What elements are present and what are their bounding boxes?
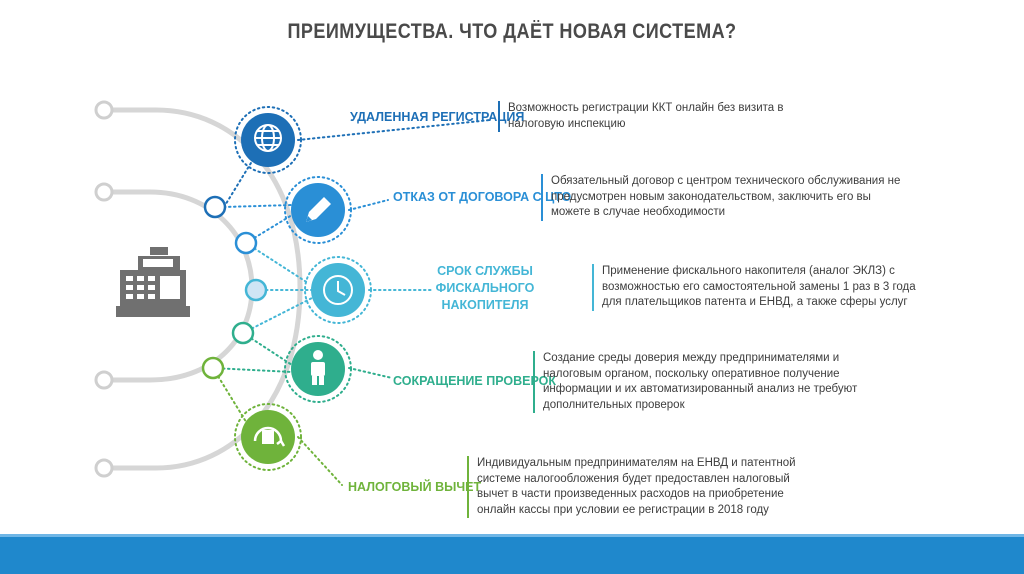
- desc-fewer-inspections: Создание среды доверия между предпринимателями и налоговым органом, поскольку оперативное получение информации и их автоматизированный анализ не требуют дополнительных проверок: [533, 351, 868, 413]
- footer-bar: [0, 537, 1024, 574]
- connector-nodes: [203, 197, 266, 378]
- desc-fiscal-storage: Применение фискального накопителя (аналог ЭКЛЗ) с возможностью его самостоятельной замены 1 раз в 3 года для плательщиков патента и ЕНВД, а также сферы услуг: [592, 264, 932, 311]
- heading-fewer-inspections: СОКРАЩЕНИЕ ПРОВЕРОК: [393, 374, 557, 388]
- desc-remote-registration: Возможность регистрации ККТ онлайн без визита в налоговую инспекцию: [498, 101, 808, 132]
- desc-tax-deduction: Индивидуальным предпринимателям на ЕНВД и патентной системе налогообложения будет предоставлен налоговый вычет в части произведенных расходов на приобретение онлайн кассы при условии ее регистрации в 2018 году: [467, 456, 817, 518]
- heading-remote-registration: УДАЛЕННАЯ РЕГИСТРАЦИЯ: [350, 110, 525, 124]
- cash-register-icon: [116, 247, 190, 317]
- node-remote-registration: [235, 107, 301, 173]
- heading-fiscal-storage: СРОК СЛУЖБЫ ФИСКАЛЬНОГО НАКОПИТЕЛЯ: [435, 264, 535, 312]
- node-fiscal-storage: [305, 257, 371, 323]
- heading-cto-contract: ОТКАЗ ОТ ДОГОВОРА С ЦТО: [393, 190, 572, 204]
- heading-tax-deduction: НАЛОГОВЫЙ ВЫЧЕТ: [348, 480, 482, 494]
- desc-cto-contract: Обязательный договор с центром технического обслуживания не предусмотрен новым законодательством, заключить его вы можете в случае необходимости: [541, 174, 901, 221]
- page-title: ПРЕИМУЩЕСТВА. ЧТО ДАЁТ НОВАЯ СИСТЕМА?: [287, 20, 737, 43]
- node-tax-deduction: [235, 404, 301, 470]
- arc-end-dots: [96, 102, 112, 476]
- node-fewer-inspections: [285, 336, 351, 402]
